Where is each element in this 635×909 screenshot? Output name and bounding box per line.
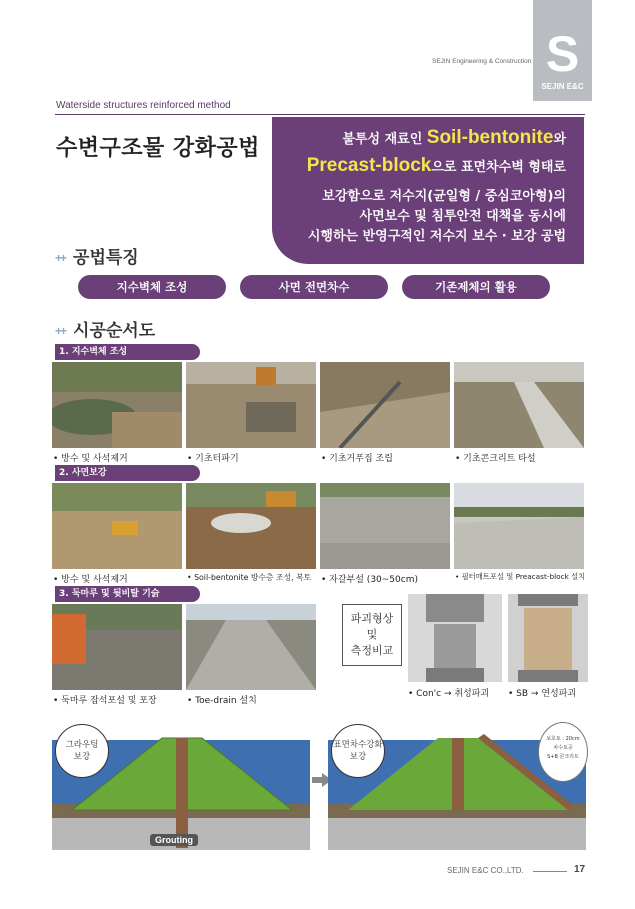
photo-step2-4 (454, 483, 584, 569)
caption-step1-4: • 기초콘크리트 타설 (455, 454, 536, 464)
page-title: 수변구조물 강화공법 (56, 136, 260, 161)
banner-highlight-soil: Soil-bentonite (426, 127, 554, 148)
legend-item-2: 차수토공 (553, 745, 573, 751)
compare-box (342, 604, 402, 666)
feature-pill-2: 사면 전면차수 (240, 275, 388, 299)
banner-line-3: 보강함으로 저수지(균일형 / 중심코아형)의 (322, 189, 566, 204)
step-3-label: 3. 둑마루 및 뒷비탈 기슭 (55, 586, 200, 602)
label-left-line-1: 그라우팅 (65, 740, 99, 750)
photo-step1-3 (320, 362, 450, 448)
logo-letter: S (545, 26, 580, 82)
photo-step2-3 (320, 483, 450, 569)
grouting-tag: Grouting (150, 834, 198, 846)
caption-step2-4: • 필터매트포설 및 Preacast-block 설치 (455, 572, 586, 581)
page-number: 17 (574, 864, 586, 875)
feature-pill-1: 지수벽체 조성 (78, 275, 226, 299)
caption-step1-1: • 방수 및 사석제거 (53, 454, 128, 464)
photo-step2-2 (186, 483, 316, 569)
photo-step3-2 (186, 604, 316, 690)
footer-rule (533, 871, 567, 872)
caption-step1-2: • 기초터파기 (187, 454, 239, 464)
label-surface-reinforce (331, 724, 385, 778)
compare-line-2: 및 (366, 628, 378, 641)
photo-concrete-test (408, 594, 502, 682)
compare-line-1: 파괴형상 (350, 612, 394, 625)
caption-step3-2: • Toe-drain 설치 (187, 696, 257, 706)
caption-step3-1: • 둑마루 잡석포설 및 포장 (53, 696, 157, 706)
subtitle-english: Waterside structures reinforced method (56, 100, 231, 111)
banner-line-5: 시행하는 반영구적인 저수지 보수 · 보강 공법 (307, 229, 566, 244)
caption-step2-1: • 방수 및 사석제거 (53, 575, 128, 585)
step-2-label: 2. 사면보강 (55, 465, 200, 481)
label-right-line-2: 보강 (349, 752, 367, 762)
caption-step2-3: • 자갈부설 (30~50cm) (321, 575, 418, 585)
features-heading-text: 공법특징 (73, 248, 139, 268)
banner-l1-pre: 불투성 재료인 (342, 132, 427, 147)
description-banner (272, 117, 584, 264)
photo-step2-1 (52, 483, 182, 569)
plus-icon: ++ (55, 324, 66, 338)
banner-l2-post: 으로 표면차수벽 형태로 (431, 160, 566, 175)
label-right-line-1: 표면차수강화 (333, 740, 383, 750)
banner-l1-post: 와 (553, 132, 566, 147)
banner-line-1 (342, 127, 566, 149)
banner-highlight-block: Precast-block (306, 155, 432, 176)
legend-item-3: S+B 콘크리트 (547, 754, 579, 760)
caption-step1-3: • 기초거푸집 조립 (321, 454, 393, 464)
footer-company: SEJIN E&C CO.,LTD. (447, 866, 524, 875)
photo-step1-2 (186, 362, 316, 448)
process-heading (55, 316, 155, 341)
layer-legend (538, 722, 588, 782)
banner-line-4: 사면보수 및 침투안전 대책을 동시에 (359, 209, 566, 224)
company-name: SEJIN Engineering & Construction (432, 58, 532, 65)
photo-step3-1 (52, 604, 182, 690)
plus-icon: ++ (55, 251, 66, 265)
caption-compare-1: • Con'c → 취성파괴 (408, 689, 490, 699)
step-1-label: 1. 지수벽체 조성 (55, 344, 200, 360)
caption-step2-2: • Soil-bentonite 방수층 조성, 복토 (187, 573, 312, 582)
features-heading (55, 243, 139, 268)
company-logo (533, 0, 592, 101)
photo-step1-4 (454, 362, 584, 448)
banner-line-2 (307, 155, 566, 177)
compare-line-3: 측정비교 (350, 644, 394, 657)
feature-pill-3: 기존제체의 활용 (402, 275, 550, 299)
label-left-line-2: 보강 (73, 752, 91, 762)
photo-sb-test (508, 594, 588, 682)
header-rule (55, 114, 585, 115)
logo-text: SEJIN E&C (541, 82, 584, 91)
legend-item-1: 보호토 : 20cm (546, 736, 580, 742)
photo-step1-1 (52, 362, 182, 448)
process-heading-text: 시공순서도 (73, 321, 156, 341)
label-grouting-reinforce (55, 724, 109, 778)
caption-compare-2: • SB → 연성파괴 (508, 689, 577, 699)
